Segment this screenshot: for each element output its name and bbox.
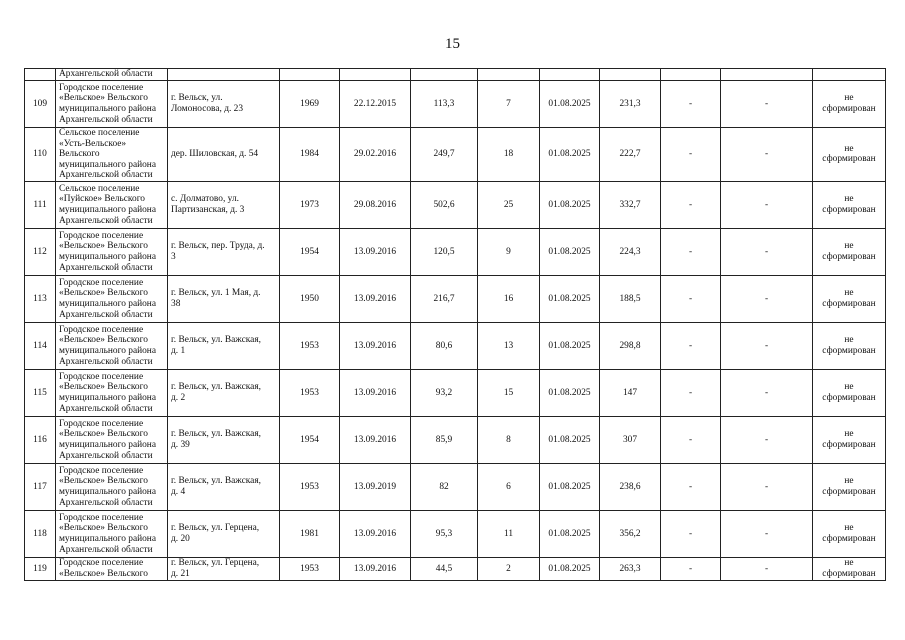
cell-area: 113,3 <box>411 81 478 128</box>
cell-d1: - <box>661 81 721 128</box>
cell-value: 188,5 <box>600 275 661 322</box>
cell-date2: 01.08.2025 <box>540 463 600 510</box>
cell-value: 222,7 <box>600 128 661 182</box>
cell-d1: - <box>661 128 721 182</box>
cell-count: 18 <box>478 128 540 182</box>
cell-address: г. Вельск, ул. Важская, д. 2 <box>168 369 280 416</box>
cell-year: 1973 <box>280 181 340 228</box>
cell-d2: - <box>721 81 813 128</box>
cell-date: 13.09.2016 <box>340 228 411 275</box>
cell-status: не сформирован <box>813 128 886 182</box>
cell-d1: - <box>661 416 721 463</box>
cell-area: 80,6 <box>411 322 478 369</box>
cell-count: 13 <box>478 322 540 369</box>
table-row <box>25 275 886 322</box>
table-row-continuation <box>25 69 886 81</box>
table-row <box>25 369 886 416</box>
cell-d1: - <box>661 228 721 275</box>
cell-date2: 01.08.2025 <box>540 128 600 182</box>
cell-value: 332,7 <box>600 181 661 228</box>
cell-address: г. Вельск, ул. Важская, д. 39 <box>168 416 280 463</box>
cell-date2 <box>540 69 600 81</box>
cell-num: 109 <box>25 81 56 128</box>
cell-status <box>813 69 886 81</box>
cell-area: 44,5 <box>411 557 478 580</box>
cell-d2: - <box>721 322 813 369</box>
cell-year: 1981 <box>280 510 340 557</box>
table-row <box>25 322 886 369</box>
cell-address: г. Вельск, ул. Важская, д. 4 <box>168 463 280 510</box>
cell-status: не сформирован <box>813 322 886 369</box>
cell-name: Городское поселение «Вельское» Вельского муниципального района Архангельской области <box>56 322 168 369</box>
cell-date: 13.09.2019 <box>340 463 411 510</box>
cell-year: 1954 <box>280 228 340 275</box>
cell-date2: 01.08.2025 <box>540 181 600 228</box>
cell-year: 1954 <box>280 416 340 463</box>
cell-year: 1953 <box>280 463 340 510</box>
cell-area: 95,3 <box>411 510 478 557</box>
cell-num: 116 <box>25 416 56 463</box>
cell-d1: - <box>661 463 721 510</box>
cell-area: 249,7 <box>411 128 478 182</box>
cell-address: с. Долматово, ул. Партизанская, д. 3 <box>168 181 280 228</box>
cell-count <box>478 69 540 81</box>
cell-num: 113 <box>25 275 56 322</box>
cell-num <box>25 69 56 81</box>
cell-count: 8 <box>478 416 540 463</box>
cell-d1: - <box>661 369 721 416</box>
cell-date2: 01.08.2025 <box>540 369 600 416</box>
cell-date2: 01.08.2025 <box>540 81 600 128</box>
cell-num: 119 <box>25 557 56 580</box>
cell-name: Городское поселение «Вельское» Вельского муниципального района Архангельской области <box>56 463 168 510</box>
registry-table <box>24 68 886 581</box>
cell-d2: - <box>721 228 813 275</box>
cell-status: не сформирован <box>813 463 886 510</box>
cell-value: 263,3 <box>600 557 661 580</box>
cell-count: 16 <box>478 275 540 322</box>
cell-date2: 01.08.2025 <box>540 557 600 580</box>
cell-date2: 01.08.2025 <box>540 510 600 557</box>
cell-date2: 01.08.2025 <box>540 228 600 275</box>
cell-d2: - <box>721 275 813 322</box>
cell-address: г. Вельск, ул. Герцена, д. 21 <box>168 557 280 580</box>
cell-date: 29.02.2016 <box>340 128 411 182</box>
cell-d1: - <box>661 510 721 557</box>
cell-area: 502,6 <box>411 181 478 228</box>
cell-value: 224,3 <box>600 228 661 275</box>
cell-name: Городское поселение «Вельское» Вельского муниципального района Архангельской области <box>56 81 168 128</box>
cell-value: 231,3 <box>600 81 661 128</box>
cell-num: 117 <box>25 463 56 510</box>
cell-value <box>600 69 661 81</box>
cell-d1: - <box>661 322 721 369</box>
cell-num: 115 <box>25 369 56 416</box>
cell-area: 120,5 <box>411 228 478 275</box>
cell-year: 1953 <box>280 557 340 580</box>
cell-date: 13.09.2016 <box>340 557 411 580</box>
cell-year: 1953 <box>280 369 340 416</box>
cell-year: 1953 <box>280 322 340 369</box>
cell-date: 13.09.2016 <box>340 275 411 322</box>
cell-value: 238,6 <box>600 463 661 510</box>
cell-d2: - <box>721 369 813 416</box>
cell-date <box>340 69 411 81</box>
cell-year <box>280 69 340 81</box>
cell-year: 1984 <box>280 128 340 182</box>
cell-name: Архангельской области <box>56 69 168 81</box>
cell-num: 112 <box>25 228 56 275</box>
cell-date2: 01.08.2025 <box>540 322 600 369</box>
cell-name: Городское поселение «Вельское» Вельского <box>56 557 168 580</box>
cell-value: 356,2 <box>600 510 661 557</box>
cell-d2: - <box>721 557 813 580</box>
cell-d2: - <box>721 510 813 557</box>
cell-count: 7 <box>478 81 540 128</box>
cell-d2: - <box>721 128 813 182</box>
cell-status: не сформирован <box>813 369 886 416</box>
cell-status: не сформирован <box>813 228 886 275</box>
table-row <box>25 510 886 557</box>
cell-d2: - <box>721 463 813 510</box>
cell-area <box>411 69 478 81</box>
table-row <box>25 128 886 182</box>
cell-year: 1969 <box>280 81 340 128</box>
cell-date: 13.09.2016 <box>340 369 411 416</box>
cell-name: Городское поселение «Вельское» Вельского муниципального района Архангельской области <box>56 510 168 557</box>
cell-area: 216,7 <box>411 275 478 322</box>
table-body <box>25 69 886 581</box>
page-number: 15 <box>445 36 460 52</box>
cell-address: г. Вельск, ул. Важская, д. 1 <box>168 322 280 369</box>
cell-count: 6 <box>478 463 540 510</box>
cell-year: 1950 <box>280 275 340 322</box>
cell-address: г. Вельск, ул. Герцена, д. 20 <box>168 510 280 557</box>
table-row <box>25 416 886 463</box>
cell-name: Сельское поселение «Усть-Вельское» Вельского муниципального района Архангельской области <box>56 128 168 182</box>
cell-address: дер. Шиловская, д. 54 <box>168 128 280 182</box>
cell-d1: - <box>661 557 721 580</box>
cell-count: 25 <box>478 181 540 228</box>
table-row <box>25 228 886 275</box>
cell-date2: 01.08.2025 <box>540 416 600 463</box>
cell-status: не сформирован <box>813 557 886 580</box>
cell-d2: - <box>721 416 813 463</box>
cell-d2: - <box>721 181 813 228</box>
cell-date: 13.09.2016 <box>340 322 411 369</box>
cell-name: Сельское поселение «Пуйское» Вельского муниципального района Архангельской области <box>56 181 168 228</box>
cell-date: 13.09.2016 <box>340 510 411 557</box>
cell-num: 118 <box>25 510 56 557</box>
cell-value: 298,8 <box>600 322 661 369</box>
cell-address: г. Вельск, пер. Труда, д. 3 <box>168 228 280 275</box>
cell-name: Городское поселение «Вельское» Вельского муниципального района Архангельской области <box>56 416 168 463</box>
cell-count: 9 <box>478 228 540 275</box>
cell-area: 93,2 <box>411 369 478 416</box>
cell-status: не сформирован <box>813 181 886 228</box>
cell-count: 11 <box>478 510 540 557</box>
cell-date2: 01.08.2025 <box>540 275 600 322</box>
cell-status: не сформирован <box>813 275 886 322</box>
cell-area: 85,9 <box>411 416 478 463</box>
table-row <box>25 81 886 128</box>
cell-d2 <box>721 69 813 81</box>
cell-d1 <box>661 69 721 81</box>
cell-address <box>168 69 280 81</box>
cell-num: 111 <box>25 181 56 228</box>
cell-name: Городское поселение «Вельское» Вельского муниципального района Архангельской области <box>56 369 168 416</box>
cell-status: не сформирован <box>813 510 886 557</box>
cell-name: Городское поселение «Вельское» Вельского муниципального района Архангельской области <box>56 228 168 275</box>
cell-date: 29.08.2016 <box>340 181 411 228</box>
cell-status: не сформирован <box>813 416 886 463</box>
cell-address: г. Вельск, ул. Ломоносова, д. 23 <box>168 81 280 128</box>
table-row <box>25 557 886 580</box>
cell-address: г. Вельск, ул. 1 Мая, д. 38 <box>168 275 280 322</box>
cell-date: 13.09.2016 <box>340 416 411 463</box>
cell-d1: - <box>661 275 721 322</box>
cell-date: 22.12.2015 <box>340 81 411 128</box>
cell-d1: - <box>661 181 721 228</box>
cell-status: не сформирован <box>813 81 886 128</box>
cell-value: 147 <box>600 369 661 416</box>
table-row <box>25 181 886 228</box>
cell-count: 2 <box>478 557 540 580</box>
cell-value: 307 <box>600 416 661 463</box>
cell-num: 114 <box>25 322 56 369</box>
cell-num: 110 <box>25 128 56 182</box>
cell-area: 82 <box>411 463 478 510</box>
cell-count: 15 <box>478 369 540 416</box>
cell-name: Городское поселение «Вельское» Вельского муниципального района Архангельской области <box>56 275 168 322</box>
table-row <box>25 463 886 510</box>
